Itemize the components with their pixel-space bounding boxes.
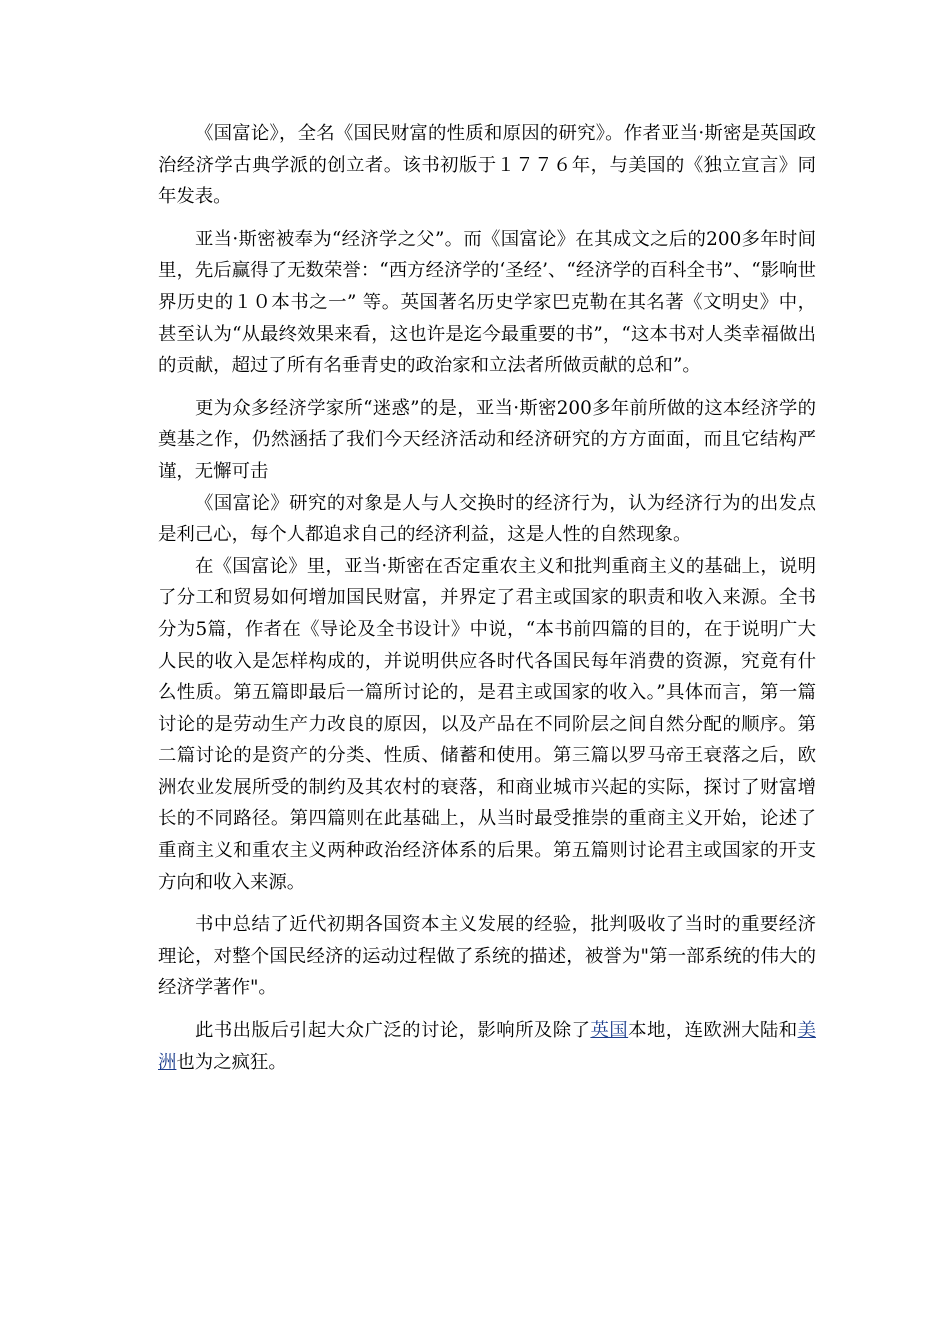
paragraph-structure: 在《国富论》里，亚当·斯密在否定重农主义和批判重商主义的基础上，说明了分工和贸易如何增加国民财富，并界定了君主或国家的职责和收入来源。全书分为5篇，作者在《导论及全书设计》中说，“本书前四篇的目的，在于说明广大人民的收入是怎样构成的，并说明供应各时代各国民每年消费的资源，究竟有什么性质。第五篇即最后一篇所讨论的，是君主或国家的收入。”具体而言，第一篇讨论的是劳动生产力改良的原因，以及产品在不同阶层之间自然分配的顺序。第二篇讨论的是资产的分类、性质、储蓄和使用。第三篇以罗马帝王衰落之后，欧洲农业发展所受的制约及其农村的衰落，和商业城市兴起的实际，探讨了财富增长的不同路径。第四篇则在此基础上，从当时最受推崇的重商主义开始，论述了重商主义和重农主义两种政治经济体系的后果。第五篇则讨论君主或国家的开支方向和收入来源。 <box>158 555 816 893</box>
influence-text-2: 本地，连欧洲大陆和 <box>628 1020 798 1042</box>
link-america[interactable]: 美洲 <box>158 1020 816 1073</box>
influence-text-3: 也为之疯狂。 <box>176 1051 287 1073</box>
paragraph-confusion: 更为众多经济学家所“迷惑”的是，亚当·斯密200多年前所做的这本经济学的奠基之作，仍然涵括了我们今天经济活动和经济研究的方方面面，而且它结构严谨，无懈可击 <box>158 397 816 482</box>
link-england[interactable]: 英国 <box>590 1020 629 1042</box>
influence-text-1: 此书出版后引起大众广泛的讨论，影响所及除了 <box>195 1020 591 1042</box>
paragraph-research-object: 《国富论》研究的对象是人与人交换时的经济行为，认为经济行为的出发点是利己心，每个人都追求自己的经济利益，这是人性的自然现象。 <box>158 492 816 546</box>
paragraph-intro: 《国富论》，全名《国民财富的性质和原因的研究》。作者亚当·斯密是英国政治经济学古典学派的创立者。该书初版于１７７６年，与美国的《独立宣言》同年发表。 <box>158 123 816 208</box>
paragraph-influence <box>158 1015 816 1078</box>
paragraph-summary: 书中总结了近代初期各国资本主义发展的经验，批判吸收了当时的重要经济理论，对整个国民经济的运动过程做了系统的描述，被誉为"第一部系统的伟大的经济学著作"。 <box>158 914 816 999</box>
document-page <box>158 118 816 1089</box>
paragraph-honors: 亚当·斯密被奉为“经济学之父”。而《国富论》在其成文之后的200多年时间里，先后赢得了无数荣誉：“西方经济学的‘圣经’、“经济学的百科全书”、“影响世界历史的１０本书之一” 等。英国著名历史学家巴克勒在其名著《文明史》中，甚至认为“从最终效果来看，这也许是迄今最重要的书”，“这本书对人类幸福做出的贡献，超过了所有名垂青史的政治家和立法者所做贡献的总和”。 <box>158 228 816 377</box>
